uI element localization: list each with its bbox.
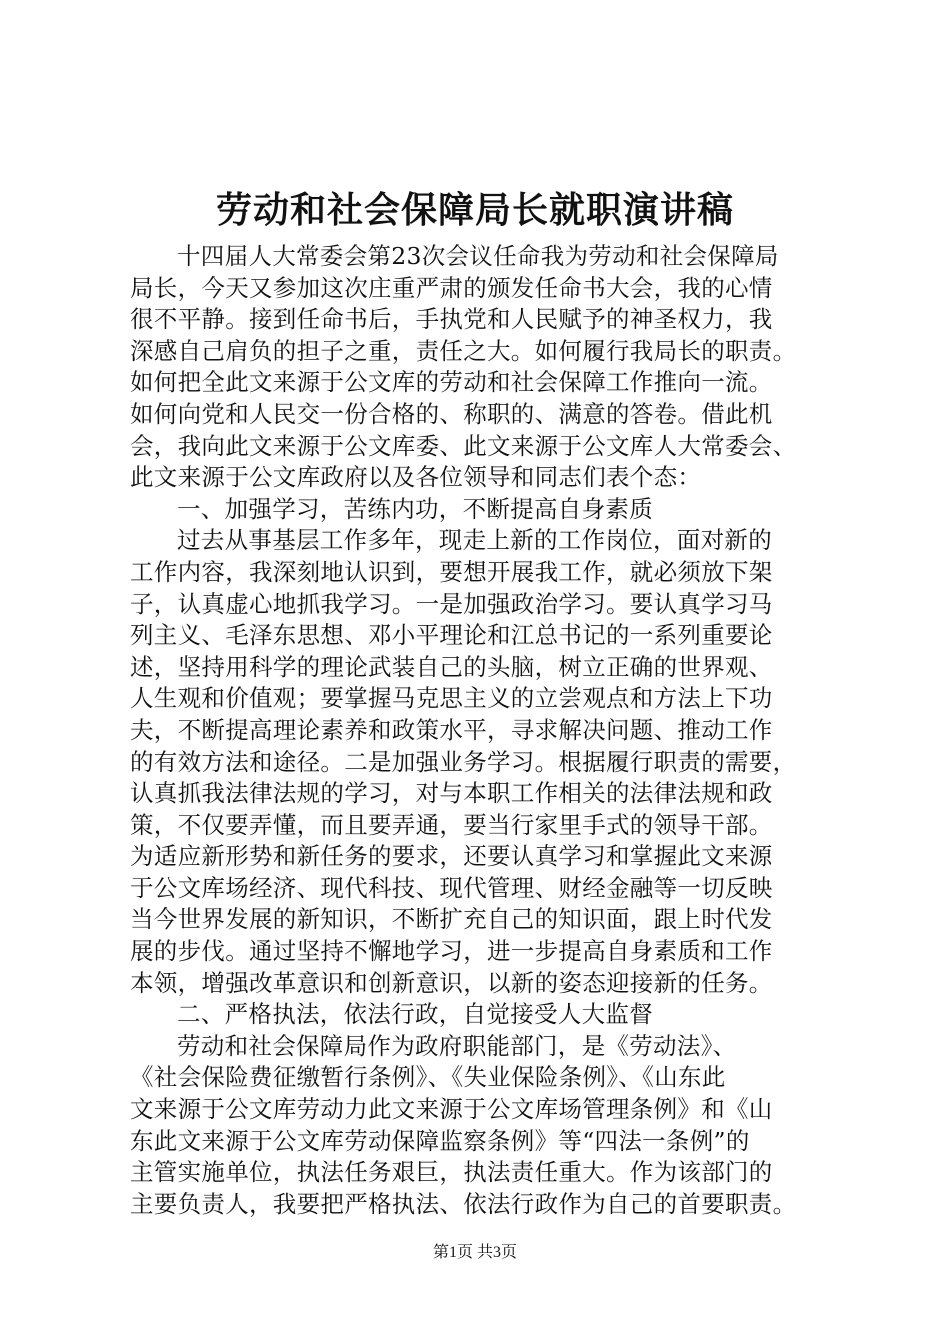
paragraph-line: 《社会保险费征缴暂行条例》、《失业保险条例》、《山东此 (130, 1063, 726, 1092)
paragraph-line: 会，我向此文来源于公文库委、此文来源于公文库人大常委会、 (130, 431, 797, 460)
paragraph-line: 文来源于公文库劳动力此文来源于公文库场管理条例》和《山 (130, 1095, 773, 1124)
paragraph-line: 局长，今天又参加这次庄重严肃的颁发任命书大会，我的心情 (130, 273, 773, 302)
document-title: 劳动和社会保障局长就职演讲稿 (215, 189, 734, 231)
paragraph-line: 十四届人大常委会第23次会议任命我为劳动和社会保障局 (177, 242, 779, 270)
paragraph-line: 列主义、毛泽东思想、邓小平理论和江总书记的一系列重要论 (130, 621, 773, 650)
paragraph-line: 劳动和社会保障局作为政府职能部门，是《劳动法》、 (177, 1031, 737, 1060)
paragraph-line: 夫，不断提高理论素养和政策水平，寻求解决问题、推动工作 (130, 715, 773, 744)
paragraph-line: 主要负责人，我要把严格执法、依法行政作为自己的首要职责。 (130, 1189, 797, 1218)
paragraph-line: 认真抓我法律法规的学习，对与本职工作相关的法律法规和政 (130, 779, 773, 808)
paragraph-line: 人生观和价值观；要掌握马克思主义的立尝观点和方法上下功 (130, 684, 773, 713)
paragraph-line: 如何把全此文来源于公文库的劳动和社会保障工作推向一流。 (130, 368, 773, 397)
page-number: 第1页 共3页 (432, 1244, 517, 1261)
section-heading: 一、加强学习，苦练内功，不断提高自身素质 (177, 494, 653, 523)
document-body (130, 241, 830, 1220)
paragraph-line: 于公文库场经济、现代科技、现代管理、财经金融等一切反映 (130, 873, 773, 902)
paragraph-line: 深感自己肩负的担子之重，责任之大。如何履行我局长的职责。 (130, 336, 797, 365)
paragraph-line: 子，认真虚心地抓我学习。一是加强政治学习。要认真学习马 (130, 589, 773, 618)
section-heading: 二、严格执法，依法行政，自觉接受人大监督 (177, 1000, 653, 1029)
paragraph-line: 过去从事基层工作多年，现走上新的工作岗位，面对新的 (177, 526, 772, 555)
paragraph-line: 当今世界发展的新知识，不断扩充自己的知识面，跟上时代发 (130, 905, 773, 934)
paragraph-line: 策，不仅要弄懂，而且要弄通，要当行家里手式的领导干部。 (130, 810, 773, 839)
paragraph-line: 展的步伐。通过坚持不懈地学习，进一步提高自身素质和工作 (130, 937, 773, 966)
paragraph-line: 很不平静。接到任命书后，手执党和人民赋予的神圣权力，我 (130, 305, 773, 334)
paragraph-line: 本领，增强改革意识和创新意识，以新的姿态迎接新的任务。 (130, 968, 773, 997)
paragraph-line: 的有效方法和途径。二是加强业务学习。根据履行职责的需要， (130, 747, 797, 776)
paragraph-line: 东此文来源于公文库劳动保障监察条例》等“四法一条例”的 (130, 1126, 750, 1155)
paragraph-line: 为适应新形势和新任务的要求，还要认真学习和掌握此文来源 (130, 842, 773, 871)
paragraph-line: 此文来源于公文库政府以及各位领导和同志们表个态： (130, 463, 702, 492)
paragraph-line: 主管实施单位，执法任务艰巨，执法责任重大。作为该部门的 (130, 1158, 773, 1187)
paragraph-line: 如何向党和人民交一份合格的、称职的、满意的答卷。借此机 (130, 399, 773, 428)
paragraph-line: 工作内容，我深刻地认识到，要想开展我工作，就必须放下架 (130, 557, 773, 586)
paragraph-line: 述，坚持用科学的理论武装自己的头脑，树立正确的世界观、 (130, 652, 773, 681)
